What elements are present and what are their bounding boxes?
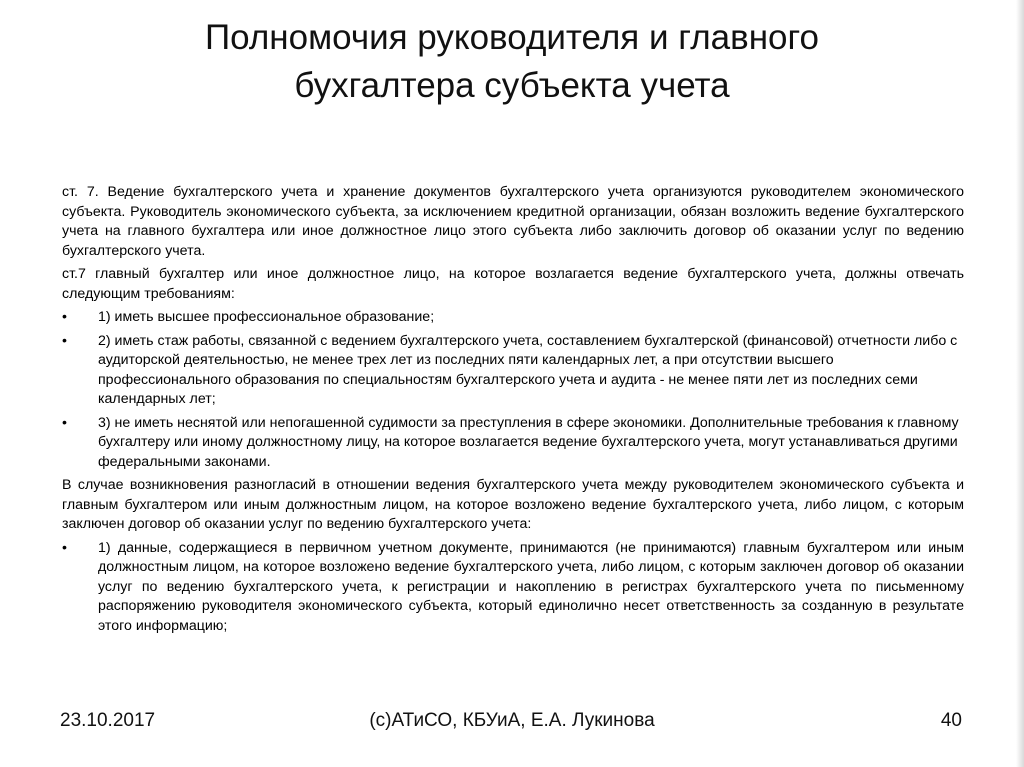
title-line-2: бухгалтера субъекта учета [294, 66, 730, 105]
footer-date: 23.10.2017 [60, 710, 156, 731]
slide-body [62, 183, 964, 640]
slide-edge-shadow [1016, 0, 1024, 767]
page-number: 40 [940, 710, 962, 731]
list-item [62, 414, 964, 473]
bullet-mark: • [62, 332, 67, 349]
slide-title [60, 14, 964, 110]
list-item [62, 332, 964, 410]
title-line-1: Полномочия руководителя и главного [205, 18, 819, 57]
list-item-text: 2) иметь стаж работы, связанной с ведением бухгалтерского учета, составлением бухгалтерской (финансовой) отчетности либо с аудиторской деятельностью, не менее трех лет из последних пяти календарных лет, а при отсутствии высшего профессионального образования по специальностям бухгалтерского учета и аудита - не менее пяти лет из последних семи календарных лет; [98, 332, 958, 407]
list-item-text: 3) не иметь неснятой или непогашенной судимости за преступления в сфере экономики. Дополнительные требования к главному бухгалтеру или иному должностному лицу, на которое возлагается ведение бухгалтерского учета, могут устанавливаться другими федеральными законами. [98, 414, 959, 470]
footer-author: (с)АТиСО, КБУиА, Е.А. Лукинова [369, 710, 655, 731]
list-item-text: 1) данные, содержащиеся в первичном учетном документе, принимаются (не принимаются) главным бухгалтером или иным должностным лицом, на которое возложено ведение бухгалтерского учета, либо лицом, с которым заключен договор об оказании услуг по ведению бухгалтерского учета, к регистрации и накоплению в регистрах бухгалтерского учета по письменному распоряжению руководителя экономического субъекта, который единолично несет ответственность за созданную в результате этого информацию; [98, 539, 964, 634]
paragraph-article-7-organization: ст. 7. Ведение бухгалтерского учета и хранение документов бухгалтерского учета организуются руководителем экономического субъекта. Руководитель экономического субъекта, за исключением кредитной организации, обязан возложить ведение бухгалтерского учета на главного бухгалтера или иное должностное лицо этого субъекта либо заключить договор об оказании услуг по ведению бухгалтерского учета. [62, 184, 964, 259]
bullet-mark: • [62, 539, 67, 556]
list-item-text: 1) иметь высшее профессиональное образование; [98, 309, 435, 325]
slide-footer [0, 706, 1024, 736]
bullet-mark: • [62, 309, 67, 325]
paragraph-chief-accountant-requirements: ст.7 главный бухгалтер или иное должностное лицо, на которое возлагается ведение бухгалтерского учета, должны отвечать следующим требованиям: [62, 266, 964, 302]
paragraph-disagreements: В случае возникновения разногласий в отношении ведения бухгалтерского учета между руководителем экономического субъекта и главным бухгалтером или иным должностным лицом, на которое возложено ведение бухгалтерского учета, либо лицом, с которым заключен договор об оказании услуг по ведению бухгалтерского учета: [62, 477, 964, 532]
list-item [62, 308, 964, 328]
list-item [62, 539, 964, 637]
bullet-mark: • [62, 414, 67, 431]
